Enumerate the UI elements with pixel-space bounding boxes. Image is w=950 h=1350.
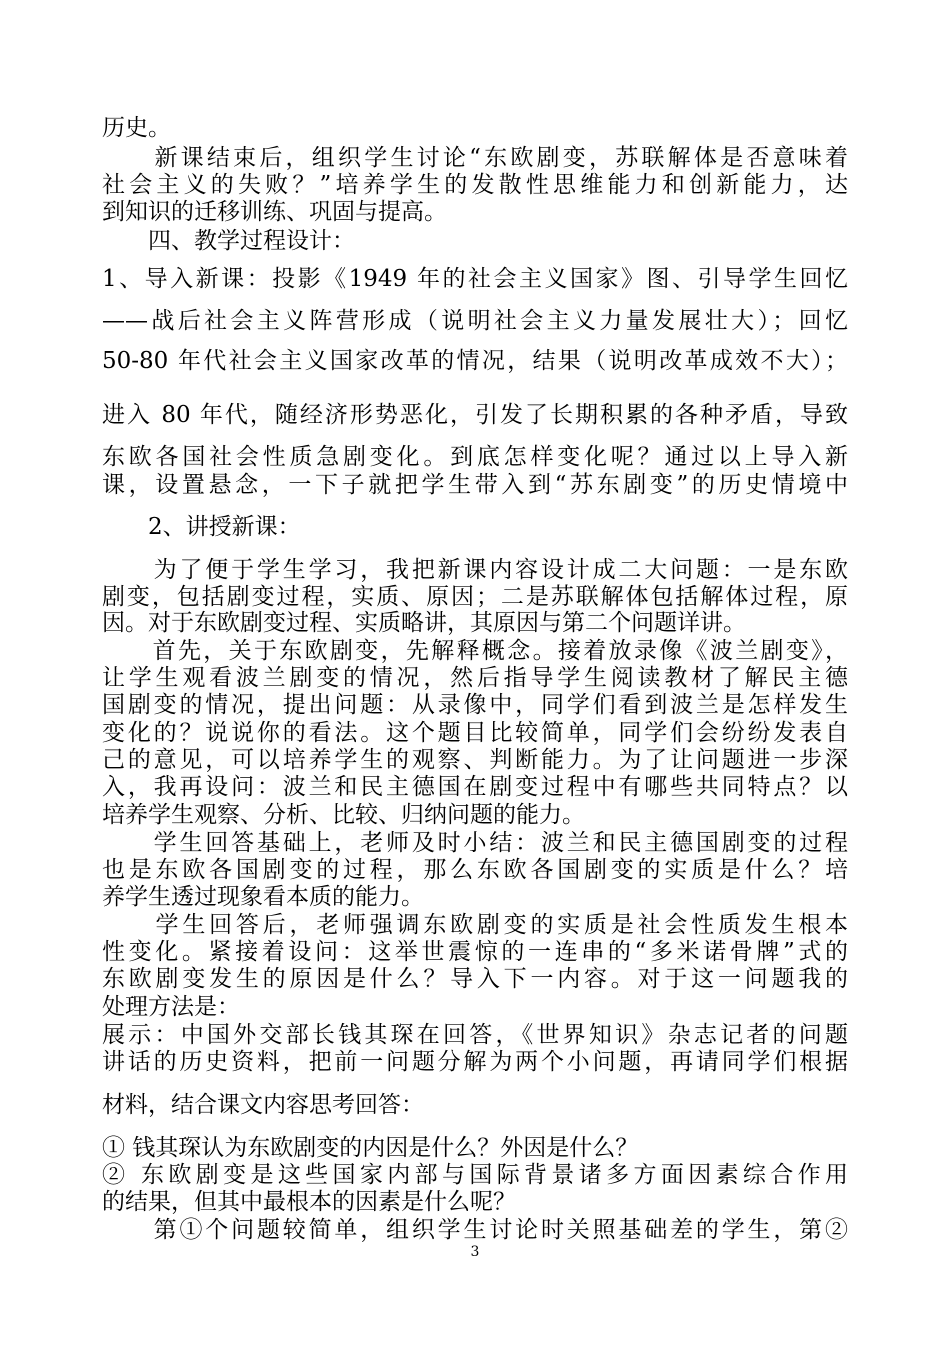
text-line: 为了便于学生学习，我把新课内容设计成二大问题：一是东欧 [102, 557, 848, 583]
text-line: 新课结束后，组织学生讨论“东欧剧变，苏联解体是否意味着 [102, 145, 848, 171]
text-line: 历史。 [102, 115, 171, 141]
text-line: 第①个问题较简单，组织学生讨论时关照基础差的学生，第② [102, 1217, 848, 1243]
text-line: 东欧剧变发生的原因是什么？导入下一内容。对于这一问题我的 [102, 966, 848, 992]
text-line: 社会主义的失败？”培养学生的发散性思维能力和创新能力，达 [102, 172, 848, 198]
text-line: 培养学生观察、分析、比较、归纳问题的能力。 [102, 802, 585, 828]
text-line: 己的意见，可以培养学生的观察、判断能力。为了让问题进一步深 [102, 747, 848, 773]
text-line: 50-80 年代社会主义国家改革的情况，结果（说明改革成效不大）； [102, 348, 848, 374]
text-line: 入，我再设问：波兰和民主德国在剧变过程中有哪些共同特点？以 [102, 774, 848, 800]
text-line: 首先，关于东欧剧变，先解释概念。接着放录像《波兰剧变》， [102, 638, 848, 664]
text-line: ① 钱其琛认为东欧剧变的内因是什么？外因是什么？ [102, 1135, 639, 1161]
text-line: 到知识的迁移训练、巩固与提高。 [102, 199, 447, 225]
text-line: 学生回答基础上，老师及时小结：波兰和民主德国剧变的过程 [102, 830, 848, 856]
text-line: 性变化。紧接着设问：这举世震惊的一连串的“多米诺骨牌”式的 [102, 939, 848, 965]
text-line: 1、导入新课：投影《1949 年的社会主义国家》图、引导学生回忆 [102, 266, 848, 292]
text-line: 四、教学过程设计： [102, 228, 355, 254]
text-line: 东欧各国社会性质急剧变化。到底怎样变化呢？通过以上导入新 [102, 444, 848, 470]
text-line: 国剧变的情况，提出问题：从录像中，同学们看到波兰是怎样发生 [102, 692, 848, 718]
text-line: 进入 80 年代，随经济形势恶化，引发了长期积累的各种矛盾，导致 [102, 402, 848, 428]
text-line: 剧变，包括剧变过程，实质、原因；二是苏联解体包括解体过程，原 [102, 584, 848, 610]
text-line: 的结果，但其中最根本的因素是什么呢？ [102, 1189, 516, 1215]
text-line: 也是东欧各国剧变的过程，那么东欧各国剧变的实质是什么？培 [102, 857, 848, 883]
text-line: 课，设置悬念，一下子就把学生带入到“苏东剧变”的历史情境中 [102, 472, 848, 498]
section-heading: 2、讲授新课： [102, 514, 301, 540]
text-line: 讲话的历史资料，把前一问题分解为两个小问题，再请同学们根据 [102, 1049, 848, 1075]
text-line: 变化的？说说你的看法。这个题目比较简单，同学们会纷纷发表自 [102, 720, 848, 746]
text-line: 学生回答后，老师强调东欧剧变的实质是社会性质发生根本 [102, 912, 848, 938]
text-line: ——战后社会主义阵营形成（说明社会主义力量发展壮大）；回忆 [102, 308, 848, 334]
text-line: 材料，结合课文内容思考回答： [102, 1092, 424, 1118]
text-line: 养学生透过现象看本质的能力。 [102, 884, 424, 910]
page-number: 3 [470, 1244, 480, 1260]
text-line: 因。对于东欧剧变过程、实质略讲，其原因与第二个问题详讲。 [102, 610, 746, 636]
text-line: 处理方法是： [102, 994, 240, 1020]
text-line: 让学生观看波兰剧变的情况，然后指导学生阅读教材了解民主德 [102, 665, 848, 691]
text-line: 展示：中国外交部长钱其琛在回答，《世界知识》杂志记者的问题 [102, 1022, 848, 1048]
text-line: ② 东欧剧变是这些国家内部与国际背景诸多方面因素综合作用 [102, 1162, 848, 1188]
